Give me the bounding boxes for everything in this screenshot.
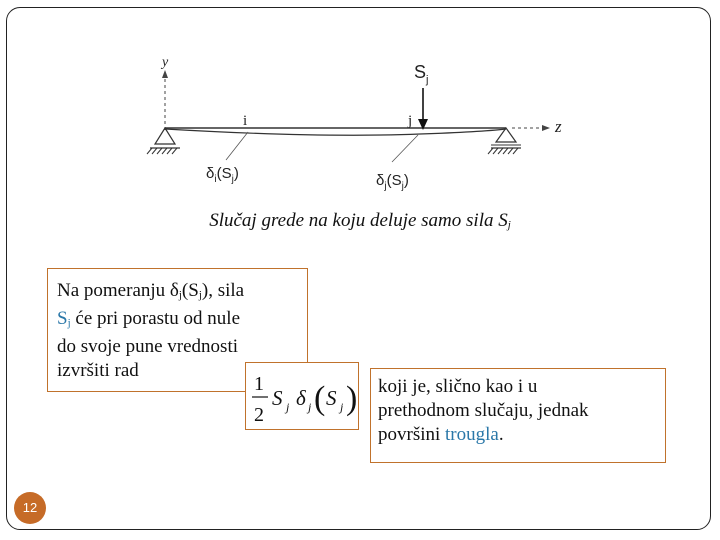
right-box-line-2: prethodnom slučaju, jednak: [378, 400, 589, 421]
page-number-badge: 12: [14, 492, 46, 524]
work-formula: [245, 362, 359, 430]
caption-text: Slučaj grede na koju deluje samo sila S: [209, 210, 508, 231]
delta-j-label: $\delta_j(S_j)$: [376, 172, 409, 192]
y-axis-arrowhead: [162, 70, 168, 78]
work-formula-svg: [246, 363, 360, 431]
formula-paren-close: ): [346, 380, 358, 417]
right-support-hatch: [488, 148, 518, 154]
formula-delta-sub: j: [308, 400, 312, 414]
formula-denominator: 2: [254, 404, 264, 426]
left-support-hatch: [147, 148, 177, 154]
formula-s2: S: [326, 386, 337, 410]
formula-delta: δ: [296, 386, 306, 410]
caption-sub: j: [507, 219, 511, 231]
deflection-curve: [165, 129, 506, 135]
force-label: $S_j$: [414, 62, 429, 86]
right-box-line-3: površini trougla.: [378, 424, 504, 445]
left-box-line-3: do svoje pune vrednosti: [57, 336, 239, 357]
delta-i-label: $\delta_i(S_j)$: [206, 165, 239, 185]
point-j-label: j: [408, 113, 413, 129]
formula-s1: S: [272, 386, 283, 410]
y-axis-label: y: [162, 55, 169, 70]
formula-s1-sub: j: [286, 400, 290, 414]
formula-numerator: 1: [254, 373, 264, 395]
right-box-line-1: koji je, slično kao i u: [378, 376, 538, 397]
formula-s2-sub: j: [340, 400, 344, 414]
beam-diagram-svg: [140, 52, 580, 197]
beam-diagram: [140, 52, 580, 197]
formula-paren-open: (: [314, 380, 326, 417]
delta-i-leader: [226, 132, 248, 160]
figure-caption: [0, 210, 720, 232]
left-box-line-2: $S_j$ će pri porastu od nule: [57, 308, 241, 329]
trougla-highlight: trougla: [445, 424, 499, 445]
delta-j-leader: [392, 135, 418, 162]
z-axis-label: z: [555, 117, 562, 136]
z-axis-arrowhead: [542, 125, 550, 131]
point-i-label: i: [243, 113, 248, 129]
left-box-line-1: Na pomeranju $\delta_j(S_j)$, sila: [57, 280, 245, 301]
left-box-line-4: izvršiti rad: [57, 360, 139, 381]
left-support: [155, 128, 175, 144]
right-text-box: [370, 368, 666, 463]
